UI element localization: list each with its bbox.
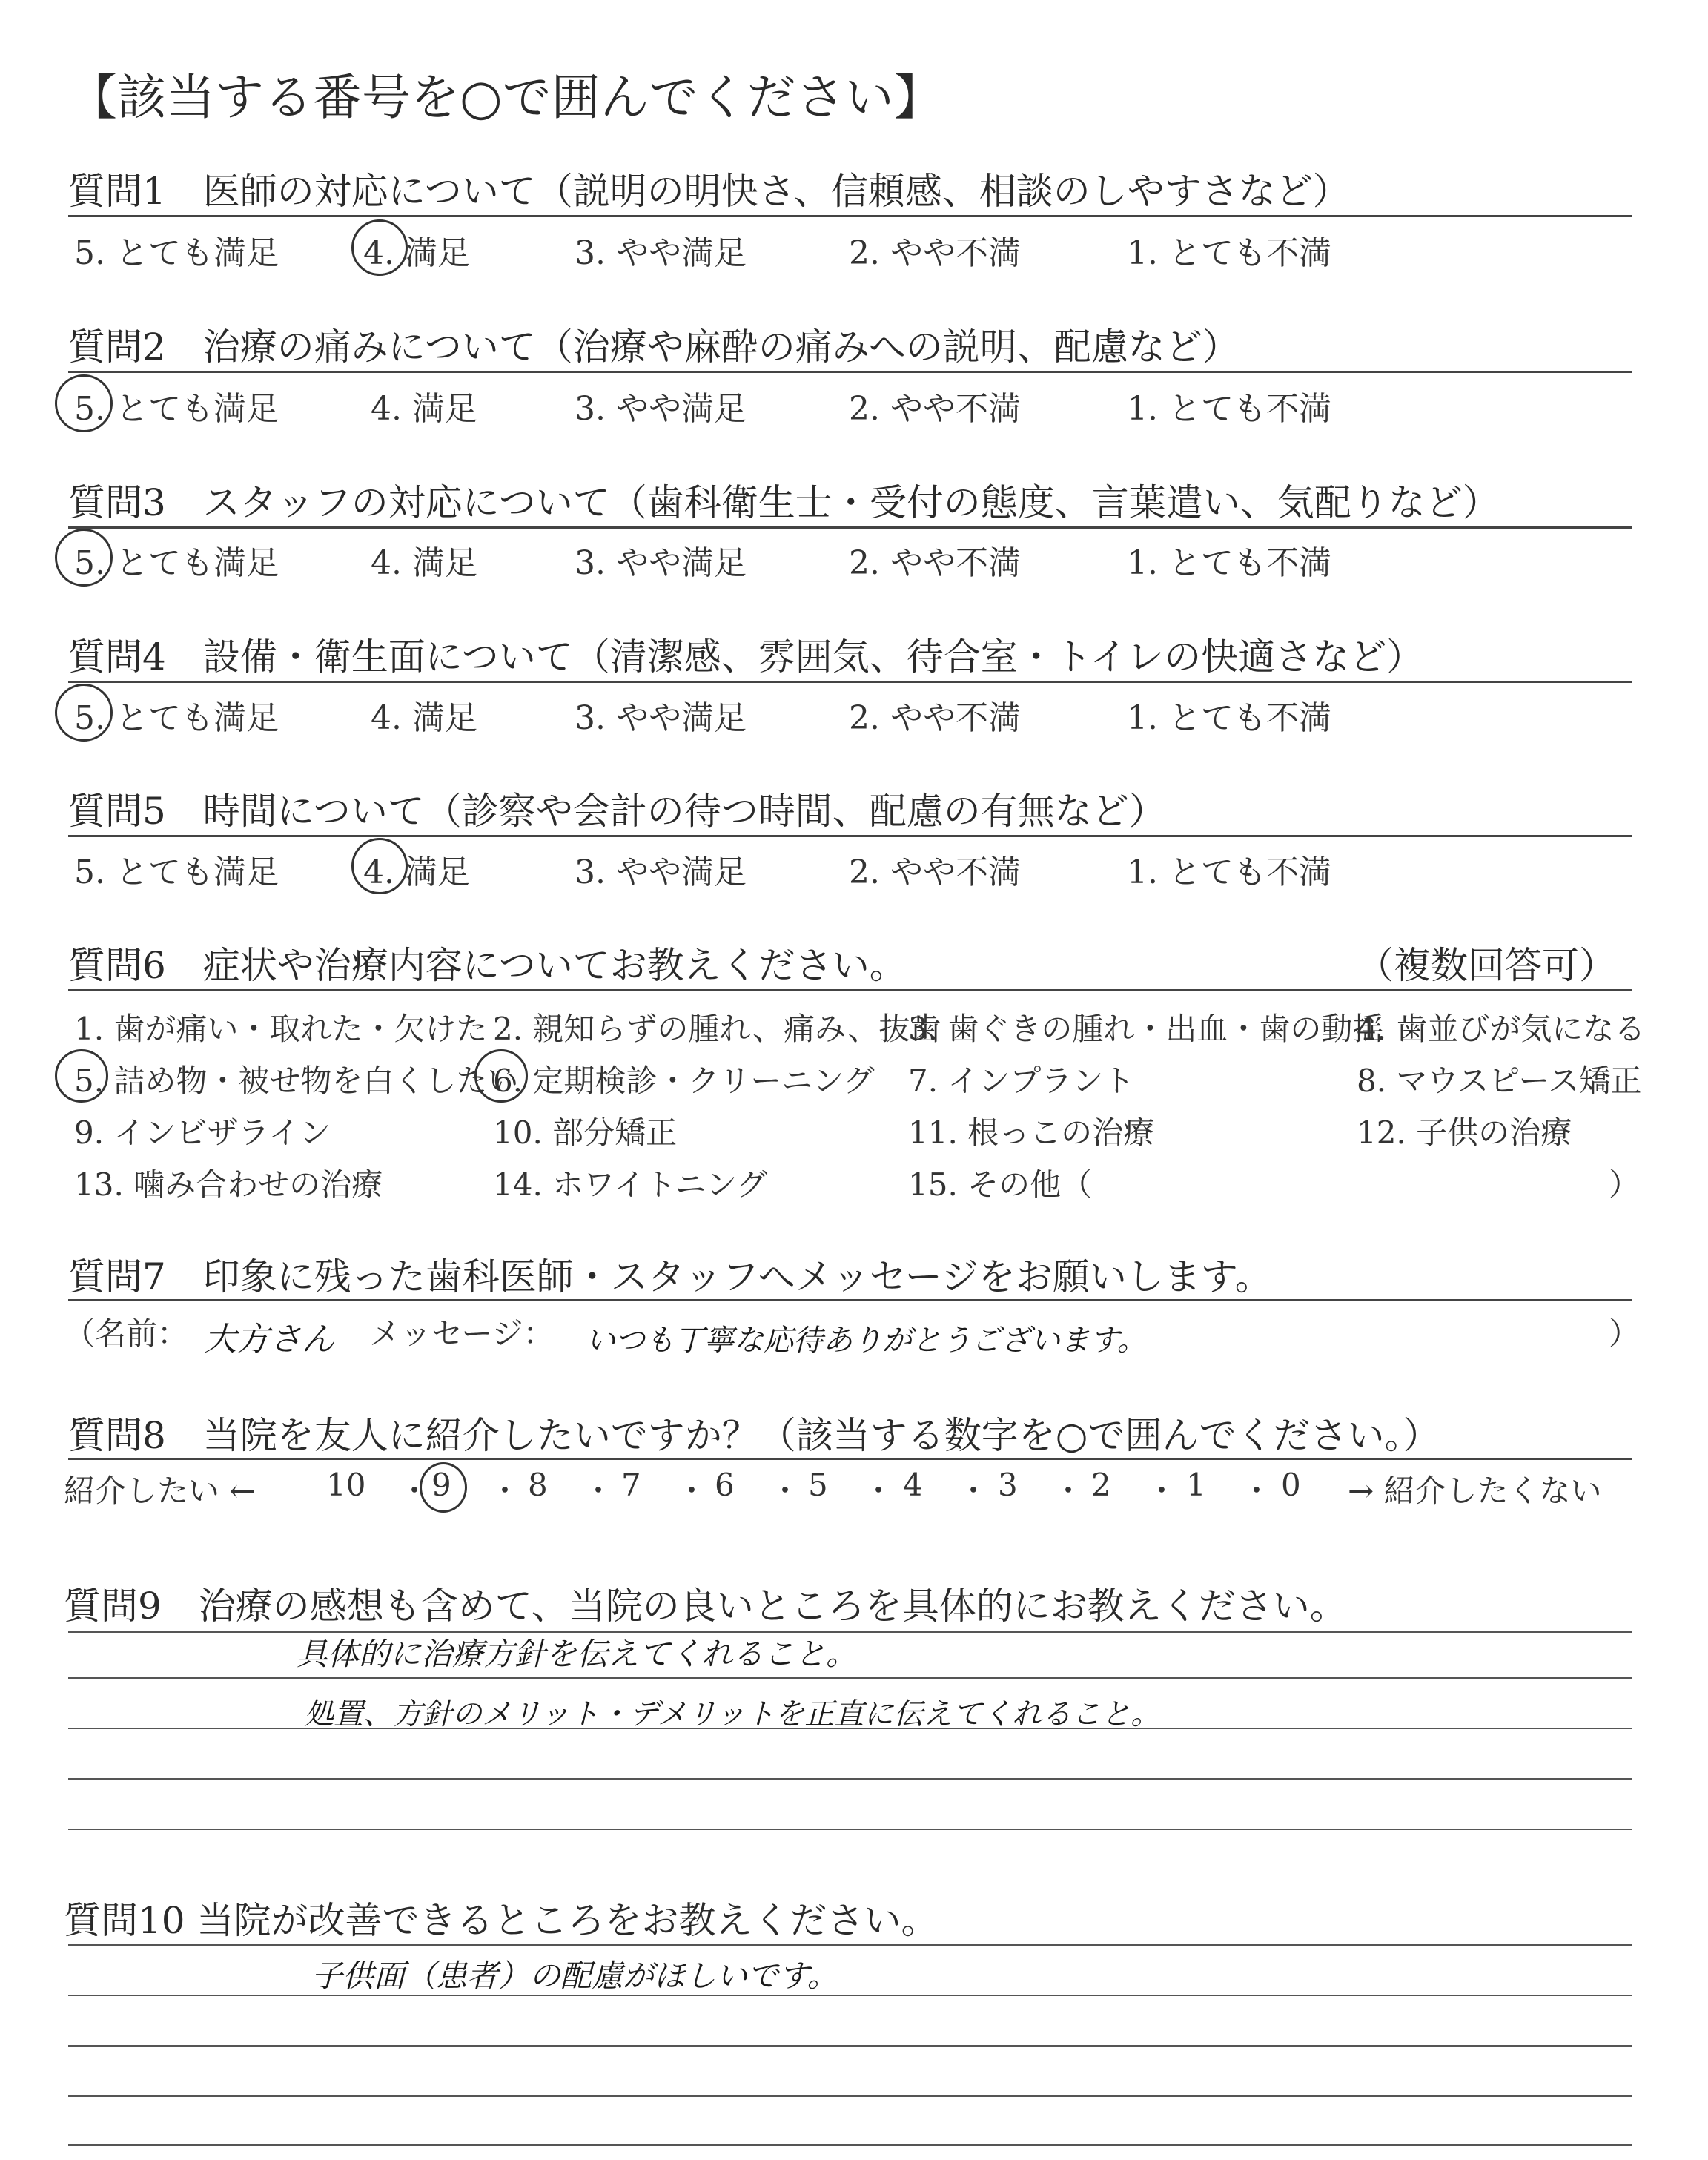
q4-option-2[interactable]: 2. やや不満 [849,699,1021,737]
question-5-label: 質問5 時間について（診察や会計の待つ時間、配慮の有無など） [68,790,1166,833]
scale-5[interactable]: 5 [808,1467,828,1503]
scale-6[interactable]: 6 [715,1467,735,1503]
scale-9[interactable]: 9 [431,1467,451,1503]
q5-option-5[interactable]: 5. とても満足 [74,853,279,891]
recommend-left-label: 紹介したい ← [64,1473,256,1509]
q7-close-paren: ） [1609,1315,1641,1352]
selection-circle [55,529,113,587]
divider [68,1458,1632,1460]
selection-circle [351,219,408,276]
scale-dot: ・ [489,1473,521,1509]
scale-dot: ・ [1241,1473,1273,1509]
q6-close-paren: ） [1609,1166,1641,1203]
q2-option-3[interactable]: 3. やや満足 [575,390,747,428]
q6-option-3[interactable]: 3. 歯ぐきの腫れ・出血・歯の動揺 [908,1011,1384,1047]
divider [68,1299,1632,1301]
question-8-label: 質問8 当院を友人に紹介したいですか？（該当する数字を○で囲んでください。） [68,1414,1440,1457]
q10-answer-line-1[interactable]: 子供面（患者）の配慮がほしいです。 [311,1958,838,1994]
q4-option-4[interactable]: 4. 満足 [371,699,477,737]
question-1-label: 質問1 医師の対応について（説明の明快さ、信頼感、相談のしやすさなど） [68,170,1350,213]
answer-line [68,1677,1632,1679]
divider [68,371,1632,373]
question-4-label: 質問4 設備・衛生面について（清潔感、雰囲気、待合室・トイレの快適さなど） [68,635,1424,678]
name-label: （名前： [64,1315,189,1352]
q9-answer-line-1[interactable]: 具体的に治療方針を伝えてくれること。 [297,1636,858,1672]
q4-option-1[interactable]: 1. とても不満 [1127,699,1331,737]
q3-option-3[interactable]: 3. やや満足 [575,544,747,582]
divider [68,989,1632,991]
divider [68,215,1632,217]
q5-option-3[interactable]: 3. やや満足 [575,853,747,891]
q6-option-2[interactable]: 2. 親知らずの腫れ、痛み、抜歯 [493,1011,941,1047]
scale-dot: ・ [583,1473,615,1509]
selection-circle [420,1462,467,1513]
scale-10[interactable]: 10 [326,1467,366,1503]
q6-option-10[interactable]: 10. 部分矯正 [493,1114,678,1151]
q6-option-6[interactable]: 6. 定期検診・クリーニング [493,1063,875,1099]
scale-3[interactable]: 3 [998,1467,1018,1503]
selection-circle [474,1049,528,1103]
scale-0[interactable]: 0 [1281,1467,1301,1503]
scale-dot: ・ [1053,1473,1085,1509]
q6-option-14[interactable]: 14. ホワイトニング [493,1166,768,1203]
q5-option-1[interactable]: 1. とても不満 [1127,853,1331,891]
question-2-label: 質問2 治療の痛みについて（治療や麻酔の痛みへの説明、配慮など） [68,326,1239,369]
q9-answer-line-2[interactable]: 処置、方針のメリット・デメリットを正直に伝えてくれること。 [304,1697,1161,1731]
q4-option-5[interactable]: 5. とても満足 [74,699,279,737]
selection-circle [351,838,408,894]
answer-line [68,1778,1632,1780]
recommend-right-label: → 紹介したくない [1348,1473,1602,1509]
q3-option-1[interactable]: 1. とても不満 [1127,544,1331,582]
scale-dot: ・ [863,1473,895,1509]
q2-option-1[interactable]: 1. とても不満 [1127,390,1331,428]
divider [68,835,1632,837]
selection-circle [55,374,113,432]
q1-option-1[interactable]: 1. とても不満 [1127,234,1331,272]
selection-circle [55,684,113,742]
message-value[interactable]: いつも丁寧な応待ありがとうございます。 [586,1324,1147,1358]
message-label: メッセージ： [369,1315,555,1352]
q5-option-2[interactable]: 2. やや不満 [849,853,1021,891]
question-6-label: 質問6 症状や治療内容についてお教えください。 [68,944,907,987]
selection-circle [55,1049,108,1103]
q6-option-4[interactable]: 4. 歯並びが気になる [1357,1011,1646,1047]
q6-option-11[interactable]: 11. 根っこの治療 [908,1114,1155,1151]
name-value[interactable]: 大方さん [204,1321,334,1358]
page-title: 【該当する番号を○で囲んでください】 [68,69,943,126]
scale-dot: ・ [958,1473,990,1509]
question-9-label: 質問9 治療の感想も含めて、当院の良いところを具体的にお教えください。 [64,1585,1347,1628]
q6-option-1[interactable]: 1. 歯が痛い・取れた・欠けた [74,1011,488,1047]
scale-4[interactable]: 4 [903,1467,923,1503]
q4-option-3[interactable]: 3. やや満足 [575,699,747,737]
question-7-label: 質問7 印象に残った歯科医師・スタッフへメッセージをお願いします。 [68,1255,1272,1298]
answer-line [68,1944,1632,1946]
q2-option-4[interactable]: 4. 満足 [371,390,477,428]
q1-option-2[interactable]: 2. やや不満 [849,234,1021,272]
q6-option-8[interactable]: 8. マウスピース矯正 [1357,1063,1642,1099]
q6-option-9[interactable]: 9. インビザライン [74,1114,331,1151]
question-10-label: 質問10 当院が改善できるところをお教えください。 [64,1899,939,1942]
q6-option-7[interactable]: 7. インプラント [908,1063,1135,1099]
q6-option-15[interactable]: 15. その他（ [908,1166,1093,1203]
divider [68,681,1632,683]
scale-dot: ・ [769,1473,801,1509]
scale-dot: ・ [399,1473,431,1509]
answer-line [68,2095,1632,2097]
question-3-label: 質問3 スタッフの対応について（歯科衛生士・受付の態度、言葉遣い、気配りなど） [68,481,1500,524]
q1-option-3[interactable]: 3. やや満足 [575,234,747,272]
scale-dot: ・ [1146,1473,1178,1509]
scale-dot: ・ [676,1473,708,1509]
answer-line [68,2045,1632,2047]
q6-option-12[interactable]: 12. 子供の治療 [1357,1114,1572,1151]
multiple-answer-note: （複数回答可） [1357,944,1616,987]
answer-line [68,1995,1632,1996]
q3-option-2[interactable]: 2. やや不満 [849,544,1021,582]
q1-option-4[interactable]: 4. 満足 [363,234,470,272]
q5-option-4[interactable]: 4. 満足 [363,853,470,891]
scale-2[interactable]: 2 [1091,1467,1111,1503]
q3-option-5[interactable]: 5. とても満足 [74,544,279,582]
q2-option-2[interactable]: 2. やや不満 [849,390,1021,428]
q2-option-5[interactable]: 5. とても満足 [74,390,279,428]
divider [68,526,1632,529]
q6-option-5[interactable]: 5. 詰め物・被せ物を白くしたい [74,1063,519,1099]
scale-7[interactable]: 7 [621,1467,641,1503]
q6-option-13[interactable]: 13. 噛み合わせの治療 [74,1166,383,1203]
answer-line [68,2144,1632,2146]
q1-option-5[interactable]: 5. とても満足 [74,234,279,272]
scale-1[interactable]: 1 [1186,1467,1206,1503]
q3-option-4[interactable]: 4. 満足 [371,544,477,582]
answer-line [68,1829,1632,1830]
scale-8[interactable]: 8 [528,1467,548,1503]
